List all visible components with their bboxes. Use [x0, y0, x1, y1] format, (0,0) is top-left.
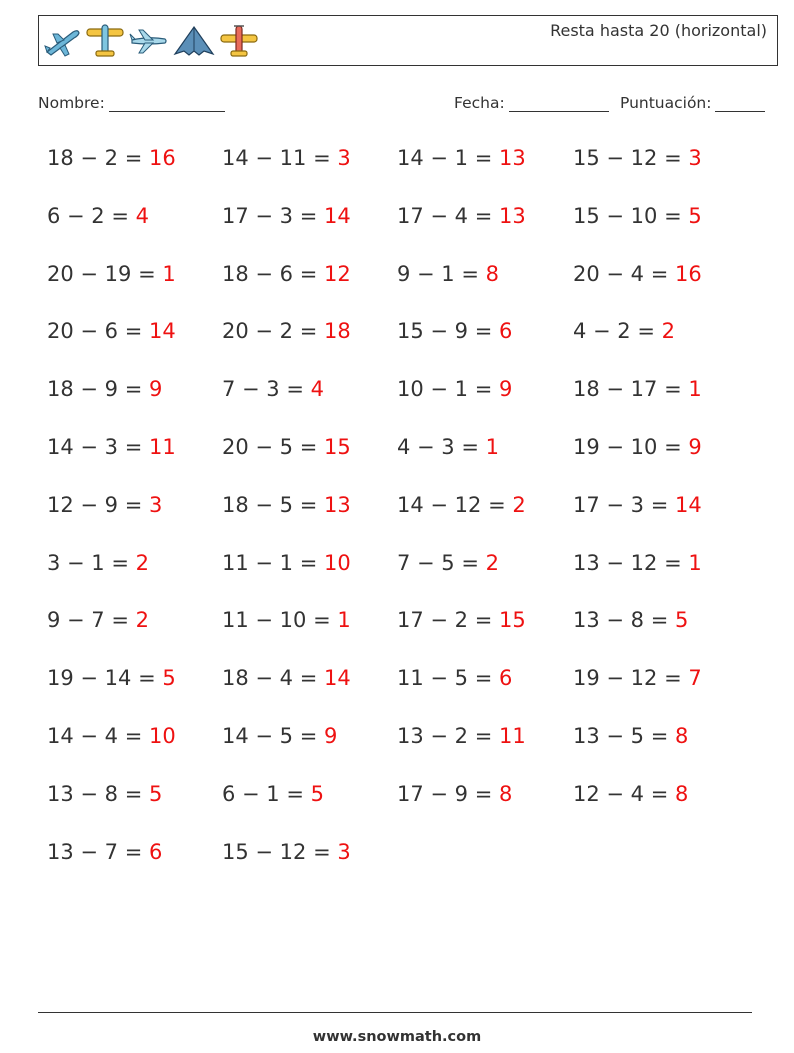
- problem-answer: 1: [337, 608, 351, 633]
- name-line[interactable]: [109, 95, 225, 112]
- problem-item: [47, 146, 176, 170]
- problem-item: [47, 608, 149, 632]
- problem-item: [573, 608, 688, 632]
- date-label: Fecha:: [454, 94, 505, 112]
- problem-item: [573, 551, 702, 575]
- problem-item: [47, 435, 176, 459]
- problem-expression: 4 − 2 =: [573, 319, 662, 344]
- problem-answer: 3: [337, 839, 351, 864]
- problem-answer: 12: [323, 261, 351, 286]
- problem-item: [573, 146, 702, 170]
- small-jet-plane-icon: [129, 24, 169, 58]
- problem-answer: 9: [148, 377, 163, 402]
- problem-answer: 3: [337, 146, 351, 170]
- problem-answer: 16: [674, 261, 702, 286]
- problem-answer: 15: [323, 435, 351, 459]
- problem-expression: 12 − 9 =: [47, 492, 149, 517]
- problem-item: [47, 782, 162, 806]
- problem-expression: 20 − 2 =: [222, 319, 324, 344]
- problem-expression: 15 − 10 =: [573, 203, 689, 228]
- problem-answer: 2: [512, 492, 526, 517]
- problem-expression: 13 − 5 =: [573, 724, 675, 748]
- score-field[interactable]: [620, 94, 765, 112]
- problem-expression: 15 − 12 =: [222, 839, 338, 864]
- problem-item: [222, 782, 324, 806]
- problem-expression: 12 − 4 =: [573, 781, 675, 806]
- problem-answer: 13: [323, 492, 351, 517]
- problem-answer: 14: [148, 319, 176, 344]
- problem-item: [222, 377, 324, 401]
- problem-item: [47, 666, 176, 690]
- problem-expression: 18 − 5 =: [222, 492, 324, 517]
- problem-expression: 17 − 3 =: [573, 492, 675, 517]
- problem-expression: 9 − 7 =: [47, 608, 136, 633]
- problem-answer: 14: [323, 203, 351, 228]
- problem-answer: 8: [674, 781, 689, 806]
- problem-expression: 18 − 4 =: [222, 666, 324, 691]
- problem-expression: 19 − 14 =: [47, 666, 163, 691]
- name-field[interactable]: [38, 94, 225, 112]
- problem-expression: 18 − 9 =: [47, 377, 149, 402]
- problem-item: [397, 435, 499, 459]
- problem-expression: 14 − 11 =: [222, 146, 338, 170]
- problem-expression: 14 − 12 =: [397, 492, 513, 517]
- problem-expression: 6 − 2 =: [47, 203, 136, 228]
- problem-item: [222, 146, 351, 170]
- problem-item: [222, 319, 351, 343]
- problem-expression: 18 − 6 =: [222, 261, 324, 286]
- problem-answer: 9: [498, 377, 513, 402]
- problem-item: [47, 262, 176, 286]
- problem-item: [397, 551, 499, 575]
- problem-expression: 13 − 12 =: [573, 550, 689, 575]
- problem-item: [573, 724, 688, 748]
- problem-item: [397, 608, 526, 632]
- problem-expression: 20 − 19 =: [47, 261, 163, 286]
- problem-answer: 13: [498, 146, 526, 170]
- problem-item: [397, 319, 512, 343]
- name-label: Nombre:: [38, 94, 105, 112]
- problem-answer: 3: [148, 492, 163, 517]
- problem-answer: 11: [498, 724, 526, 748]
- problem-item: [222, 551, 351, 575]
- problem-expression: 20 − 4 =: [573, 261, 675, 286]
- problem-answer: 4: [310, 377, 324, 402]
- problem-item: [222, 608, 351, 632]
- problem-item: [397, 146, 526, 170]
- problem-answer: 2: [661, 319, 675, 344]
- problem-expression: 14 − 5 =: [222, 724, 324, 748]
- problem-answer: 5: [162, 666, 176, 691]
- problem-expression: 20 − 5 =: [222, 435, 324, 459]
- stealth-bomber-icon: [173, 24, 215, 58]
- problem-expression: 17 − 2 =: [397, 608, 499, 633]
- problem-item: [47, 840, 162, 864]
- blue-jet-plane-icon: [43, 24, 81, 58]
- problem-item: [222, 435, 351, 459]
- problem-item: [573, 666, 702, 690]
- problem-expression: 13 − 7 =: [47, 839, 149, 864]
- problem-expression: 13 − 8 =: [573, 608, 675, 633]
- problem-expression: 11 − 10 =: [222, 608, 338, 633]
- problem-item: [47, 724, 176, 748]
- problem-answer: 5: [674, 608, 689, 633]
- problem-expression: 9 − 1 =: [397, 261, 486, 286]
- problem-expression: 15 − 9 =: [397, 319, 499, 344]
- date-line[interactable]: [509, 95, 609, 112]
- problem-item: [222, 493, 351, 517]
- problem-answer: 5: [310, 781, 324, 806]
- problem-answer: 9: [323, 724, 338, 748]
- problem-expression: 7 − 3 =: [222, 377, 311, 402]
- problem-answer: 1: [485, 435, 499, 459]
- problem-item: [573, 493, 702, 517]
- problem-answer: 1: [688, 377, 702, 402]
- problem-expression: 13 − 2 =: [397, 724, 499, 748]
- date-field[interactable]: [454, 94, 609, 112]
- problem-expression: 18 − 17 =: [573, 377, 689, 402]
- problem-item: [222, 724, 337, 748]
- problem-item: [573, 435, 702, 459]
- header-box: [38, 15, 778, 66]
- worksheet-title: Resta hasta 20 (horizontal): [550, 21, 767, 40]
- problem-item: [222, 666, 351, 690]
- problem-expression: 18 − 2 =: [47, 146, 149, 170]
- problem-answer: 14: [674, 492, 702, 517]
- problem-answer: 2: [135, 550, 149, 575]
- footer-divider: [38, 1012, 752, 1013]
- problem-answer: 16: [148, 146, 176, 170]
- problem-expression: 14 − 4 =: [47, 724, 149, 748]
- problem-answer: 2: [135, 608, 149, 633]
- problem-item: [397, 262, 499, 286]
- problem-answer: 4: [135, 203, 149, 228]
- problem-item: [397, 724, 526, 748]
- problem-item: [222, 204, 351, 228]
- problem-item: [47, 204, 149, 228]
- red-propeller-plane-icon: [219, 23, 259, 59]
- problem-answer: 2: [485, 550, 499, 575]
- yellow-propeller-plane-icon: [85, 23, 125, 59]
- problem-item: [573, 782, 688, 806]
- problem-expression: 19 − 10 =: [573, 435, 689, 459]
- problem-answer: 11: [148, 435, 176, 459]
- problem-item: [573, 262, 702, 286]
- problem-item: [573, 319, 675, 343]
- problem-answer: 13: [498, 203, 526, 228]
- problem-item: [397, 204, 526, 228]
- problem-item: [397, 493, 526, 517]
- problem-answer: 9: [688, 435, 702, 459]
- problem-answer: 5: [148, 781, 163, 806]
- problem-item: [397, 666, 512, 690]
- problem-expression: 19 − 12 =: [573, 666, 689, 691]
- problem-answer: 10: [323, 550, 351, 575]
- problem-expression: 15 − 12 =: [573, 146, 689, 170]
- problem-answer: 8: [674, 724, 689, 748]
- problem-answer: 10: [148, 724, 176, 748]
- problem-item: [47, 493, 162, 517]
- problem-expression: 17 − 9 =: [397, 781, 499, 806]
- problem-answer: 7: [688, 666, 702, 691]
- problem-expression: 11 − 1 =: [222, 550, 324, 575]
- problem-answer: 8: [485, 261, 499, 286]
- problem-expression: 14 − 3 =: [47, 435, 149, 459]
- problem-item: [47, 551, 149, 575]
- footer-url: www.snowmath.com: [312, 1029, 482, 1045]
- problem-item: [222, 840, 351, 864]
- problem-answer: 15: [498, 608, 526, 633]
- problem-expression: 3 − 1 =: [47, 550, 136, 575]
- problem-answer: 6: [148, 839, 163, 864]
- score-line[interactable]: [715, 95, 765, 112]
- problem-expression: 10 − 1 =: [397, 377, 499, 402]
- problem-answer: 5: [688, 203, 702, 228]
- problem-expression: 4 − 3 =: [397, 435, 486, 459]
- problem-item: [397, 782, 512, 806]
- problem-answer: 1: [688, 550, 702, 575]
- problem-answer: 1: [162, 261, 176, 286]
- problem-answer: 6: [498, 319, 513, 344]
- problem-expression: 20 − 6 =: [47, 319, 149, 344]
- score-label: Puntuación:: [620, 94, 712, 112]
- problem-item: [222, 262, 351, 286]
- problem-answer: 14: [323, 666, 351, 691]
- problem-expression: 7 − 5 =: [397, 550, 486, 575]
- problem-answer: 6: [498, 666, 513, 691]
- problem-item: [47, 319, 176, 343]
- problem-item: [573, 377, 702, 401]
- problem-answer: 18: [323, 319, 351, 344]
- problem-item: [47, 377, 162, 401]
- problem-answer: 8: [498, 781, 513, 806]
- problem-expression: 11 − 5 =: [397, 666, 499, 691]
- problem-item: [397, 377, 512, 401]
- problem-expression: 14 − 1 =: [397, 146, 499, 170]
- header-icons: [43, 22, 259, 60]
- problem-item: [573, 204, 702, 228]
- problem-expression: 17 − 3 =: [222, 203, 324, 228]
- problem-expression: 6 − 1 =: [222, 781, 311, 806]
- problem-answer: 3: [688, 146, 702, 170]
- problem-expression: 17 − 4 =: [397, 203, 499, 228]
- problem-expression: 13 − 8 =: [47, 781, 149, 806]
